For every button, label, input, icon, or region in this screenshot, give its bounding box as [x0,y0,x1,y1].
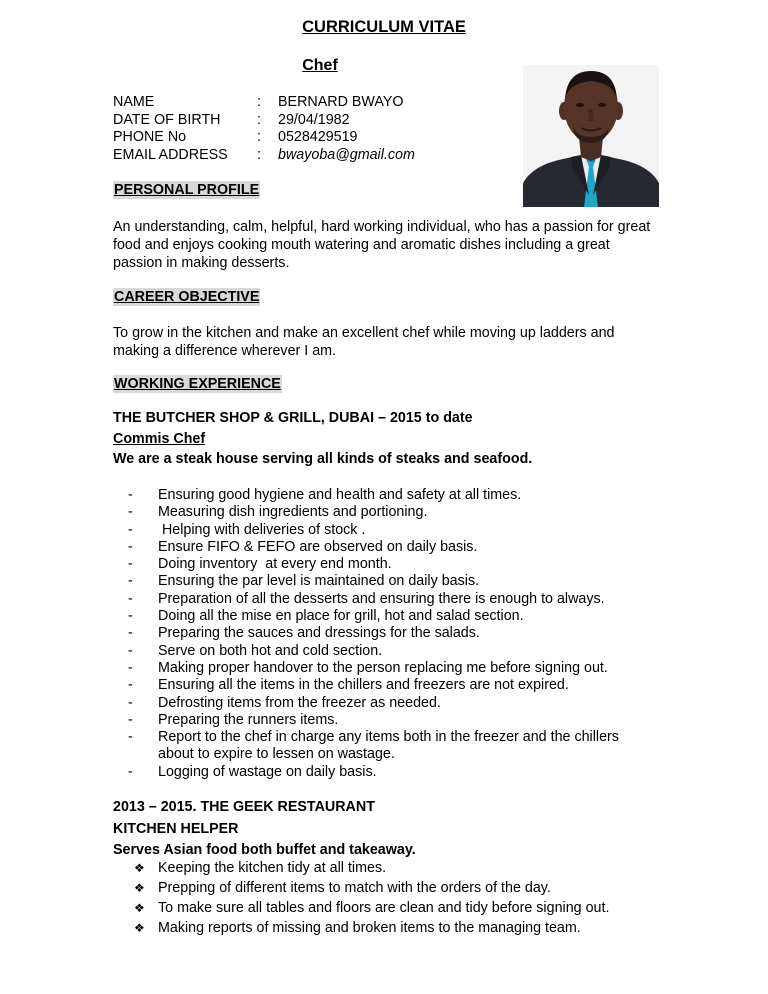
list-item: ❖ Keeping the kitchen tidy at all times. [128,858,658,878]
list-item: - Logging of wastage on daily basis. [128,763,377,780]
section-heading-career-objective: CAREER OBJECTIVE [114,289,260,305]
list-item: - Ensuring all the items in the chillers and freezers are not expired. [128,677,569,694]
dash-bullet: - [128,625,133,642]
list-item: - Doing inventory at every end month. [128,556,392,573]
info-label: NAME [113,94,155,110]
info-colon: : [257,94,261,110]
job2-role: KITCHEN HELPER [113,821,239,837]
list-item: - Ensure FIFO & FEFO are observed on daily basis. [128,538,478,555]
dash-bullet: - [128,642,133,659]
dash-bullet: - [128,538,133,555]
list-item: - Preparing the runners items. [128,711,339,728]
section-heading-working-experience: WORKING EXPERIENCE [114,376,281,392]
dash-bullet: - [128,504,133,521]
info-row-phone [113,129,415,147]
info-row-dob [113,112,415,130]
diamond-bullet-icon: ❖ [134,901,145,915]
info-row-email [113,147,415,165]
info-colon: : [257,111,261,128]
career-objective-text: To grow in the kitchen and make an excellent chef while moving up ladders and making a difference wherever I am. [113,325,615,359]
list-item: - Report to the chef in charge any items both in the freezer and the chillers about to expire to lessen on wastage. [128,729,619,763]
list-item: - Making proper handover to the person replacing me before signing out. [128,659,608,676]
diamond-bullet-icon: ❖ [134,861,145,875]
dash-bullet: - [128,729,133,746]
dash-bullet: - [128,711,133,728]
section-heading-personal-profile: PERSONAL PROFILE [114,182,260,198]
job2-duties-list [128,858,658,938]
info-label: DATE OF BIRTH [113,111,221,128]
info-colon: : [257,146,261,163]
list-item: - Defrosting items from the freezer as needed. [128,694,441,711]
portrait-image [523,65,659,207]
list-item: ❖ Making reports of missing and broken items to the managing team. [128,918,658,938]
email-value: bwayoba@gmail.com [278,146,415,163]
info-colon: : [257,129,261,145]
job1-duties-list [128,487,658,781]
info-label: EMAIL ADDRESS [113,146,228,163]
dash-bullet: - [128,608,133,625]
job1-company: THE BUTCHER SHOP & GRILL, DUBAI – 2015 to date [113,410,473,426]
personal-info [113,94,415,164]
personal-profile-text: An understanding, calm, helpful, hard working individual, who has a passion for great food and enjoys cooking mouth watering and aromatic dishes including a great passion in making desserts. [113,219,651,271]
list-item: - Serve on both hot and cold section. [128,642,383,659]
diamond-bullet-icon: ❖ [134,921,145,935]
dash-bullet: - [128,590,133,607]
list-item: ❖ To make sure all tables and floors are clean and tidy before signing out. [128,898,658,918]
document-title: CURRICULUM VITAE [302,18,466,36]
job1-description: We are a steak house serving all kinds of steaks and seafood. [113,451,533,467]
dash-bullet: - [128,763,133,780]
list-item: - Preparing the sauces and dressings for the salads. [128,625,480,642]
job2-company: 2013 – 2015. THE GEEK RESTAURANT [113,799,375,815]
info-value: 29/04/1982 [278,111,350,128]
list-item: - Preparation of all the desserts and ensuring there is enough to always. [128,590,605,607]
list-item: - Helping with deliveries of stock . [128,521,366,538]
job2-description: Serves Asian food both buffet and takeaway. [113,842,416,858]
job1-role: Commis Chef [113,431,206,447]
list-item: - Measuring dish ingredients and portioning. [128,504,428,521]
list-item: - Ensuring the par level is maintained on daily basis. [128,573,480,590]
dash-bullet: - [128,487,133,503]
dash-bullet: - [128,659,133,676]
dash-bullet: - [128,694,133,711]
info-label: PHONE No [113,129,187,145]
list-item: ❖ Prepping of different items to match with the orders of the day. [128,878,658,898]
dash-bullet: - [128,521,133,538]
job-title: Chef [302,57,338,74]
profile-photo [523,65,659,207]
info-value: BERNARD BWAYO [278,94,404,110]
list-item: - Doing all the mise en place for grill, hot and salad section. [128,608,524,625]
dash-bullet: - [128,556,133,573]
info-row-name [113,94,415,112]
dash-bullet: - [128,677,133,694]
dash-bullet: - [128,573,133,590]
diamond-bullet-icon: ❖ [134,881,145,895]
info-value: 0528429519 [278,129,358,145]
list-item: - Ensuring good hygiene and health and safety at all times. [128,487,522,503]
